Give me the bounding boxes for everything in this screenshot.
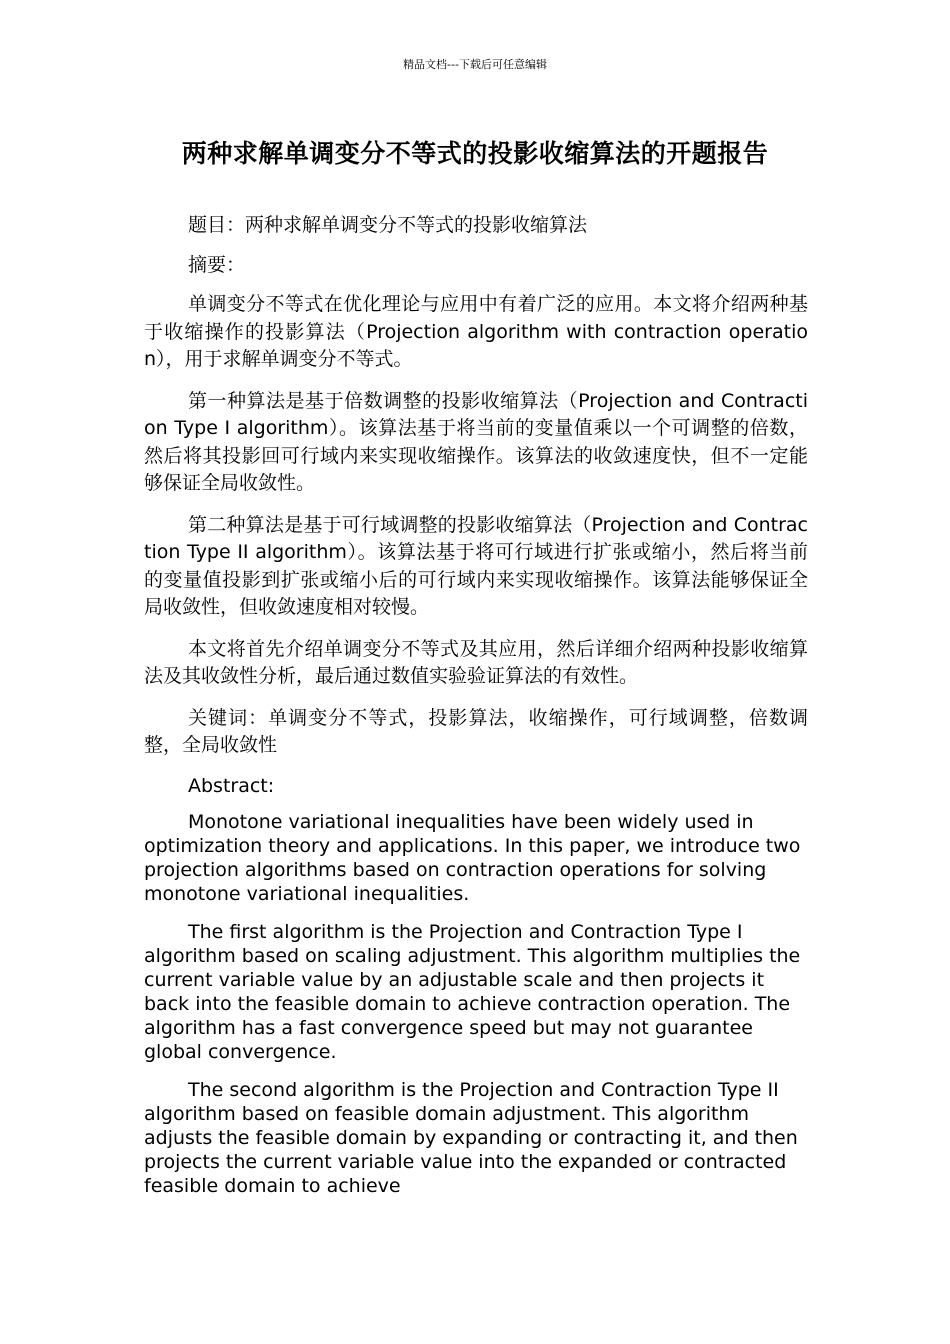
document-body [144, 212, 808, 1212]
cn-paragraph-outline: 本文将首先介绍单调变分不等式及其应用，然后详细介绍两种投影收缩算法及其收敛性分析，最后通过数值实验验证算法的有效性。 [144, 637, 808, 687]
en-paragraph-type-1: The first algorithm is the Projection and Contraction Type I algorithm based on scaling adjustment. This algorithm multiplies the current variable value by an adjustable scale and then projects it back into the feasible domain to achieve contraction operation. The algorithm has a fast convergence speed but may not guarantee global convergence. [144, 920, 801, 1063]
topic-line: 题目：两种求解单调变分不等式的投影收缩算法 [188, 214, 588, 236]
en-paragraph-type-2: The second algorithm is the Projection and Contraction Type II algorithm based on feasible domain adjustment. This algorithm adjusts the feasible domain by expanding or contracting it, and then projects the current variable value into the expanded or contracted feasible domain to achieve [144, 1078, 798, 1197]
cn-paragraph-intro: 单调变分不等式在优化理论与应用中有着广泛的应用。本文将介绍两种基于收缩操作的投影算法（Projection algorithm with contraction operation），用于求解单调变分不等式。 [144, 293, 808, 370]
abstract-en-label: Abstract: [188, 774, 275, 797]
cn-paragraph-type-2: 第二种算法是基于可行域调整的投影收缩算法（Projection and Contraction Type II algorithm）。该算法基于将可行域进行扩张或缩小，然后将当前的变量值投影到扩张或缩小后的可行域内来实现收缩操作。该算法能够保证全局收敛性，但收敛速度相对较慢。 [144, 513, 808, 618]
document-title: 两种求解单调变分不等式的投影收缩算法的开题报告 [181, 139, 769, 168]
cn-paragraph-type-1: 第一种算法是基于倍数调整的投影收缩算法（Projection and Contraction Type I algorithm）。该算法基于将当前的变量值乘以一个可调整的倍数，然后将其投影回可行域内来实现收缩操作。该算法的收敛速度快，但不一定能够保证全局收敛性。 [144, 389, 808, 494]
abstract-cn-label: 摘要： [188, 253, 246, 276]
keywords-line: 关键词：单调变分不等式，投影算法，收缩操作，可行域调整，倍数调整，全局收敛性 [144, 706, 808, 756]
en-paragraph-intro: Monotone variational inequalities have been widely used in optimization theory and applications. In this paper, we introduce two projection algorithms based on contraction operations for solving monotone variational inequalities. [144, 810, 801, 905]
header-note: 精品文档---下载后可任意编辑 [403, 58, 547, 71]
